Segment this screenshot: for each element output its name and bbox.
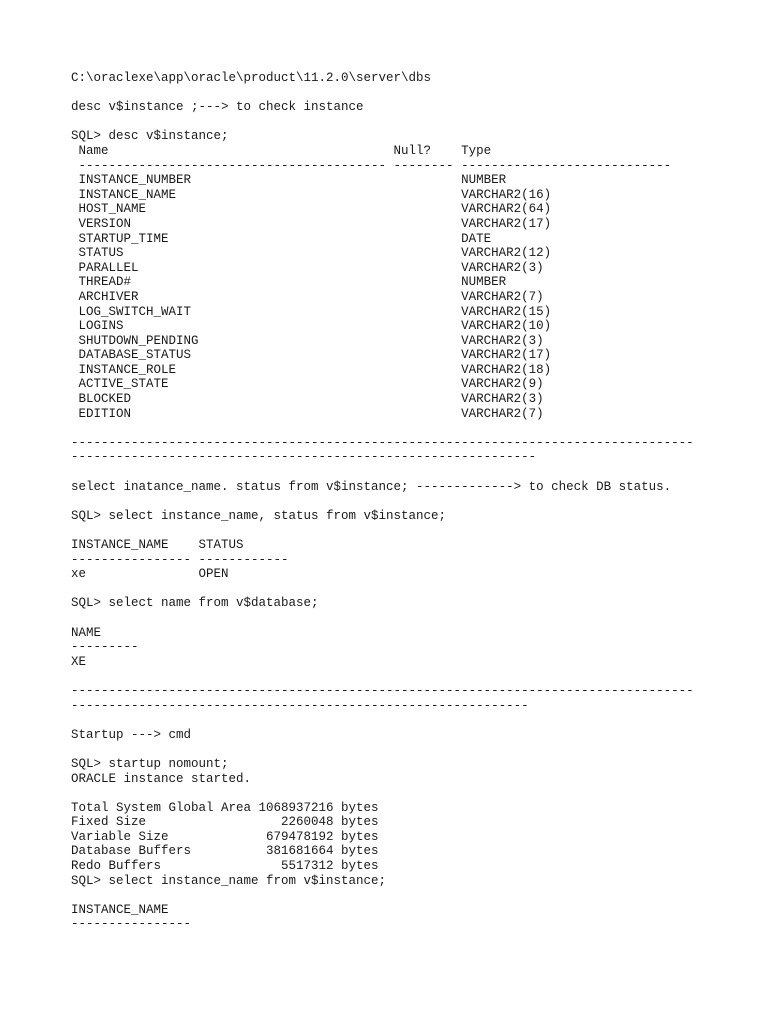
document-text: C:\oraclexe\app\oracle\product\11.2.0\server\dbs desc v$instance ;---> to check instance SQL> desc v$instance; Name Null? Type ----------------------------------------- -------- ---------------------------- INSTANCE_NUMBER NUMBER INSTANCE_NAME VARCHAR2(16) HOST_NAME VARCHAR2(64) VERSION VARCHAR2(17) STARTUP_TIME DATE STATUS VARCHAR2(12) PARALLEL VARCHAR2(3) THREAD# NUMBER ARCHIVER VARCHAR2(7) LOG_SWITCH_WAIT VARCHAR2(15) LOGINS VARCHAR2(10) SHUTDOWN_PENDING VARCHAR2(3) DATABASE_STATUS VARCHAR2(17) INSTANCE_ROLE VARCHAR2(18) ACTIVE_STATE VARCHAR2(9) BLOCKED VARCHAR2(3) EDITION VARCHAR2(7) ----------------------------------------------------------------------------------- -------------------------------------------------------------- select inatance_name. status from v$instance; -------------> to check DB status. SQL> select instance_name, status from v$instance; INSTANCE_NAME STATUS ---------------- ------------ xe OPEN SQL> select name from v$database; NAME --------- XE ----------------------------------------------------------------------------------- ------------------------------------------------------------- Startup ---> cmd SQL> startup nomount; ORACLE instance started. Total System Global Area 1068937216 bytes Fixed Size 2260048 bytes Variable Size 679478192 bytes Database Buffers 381681664 bytes Redo Buffers 5517312 bytes SQL> select instance_name from v$instance; INSTANCE_NAME ---------------- [71, 71, 694, 932]
document-page [71, 71, 761, 1011]
